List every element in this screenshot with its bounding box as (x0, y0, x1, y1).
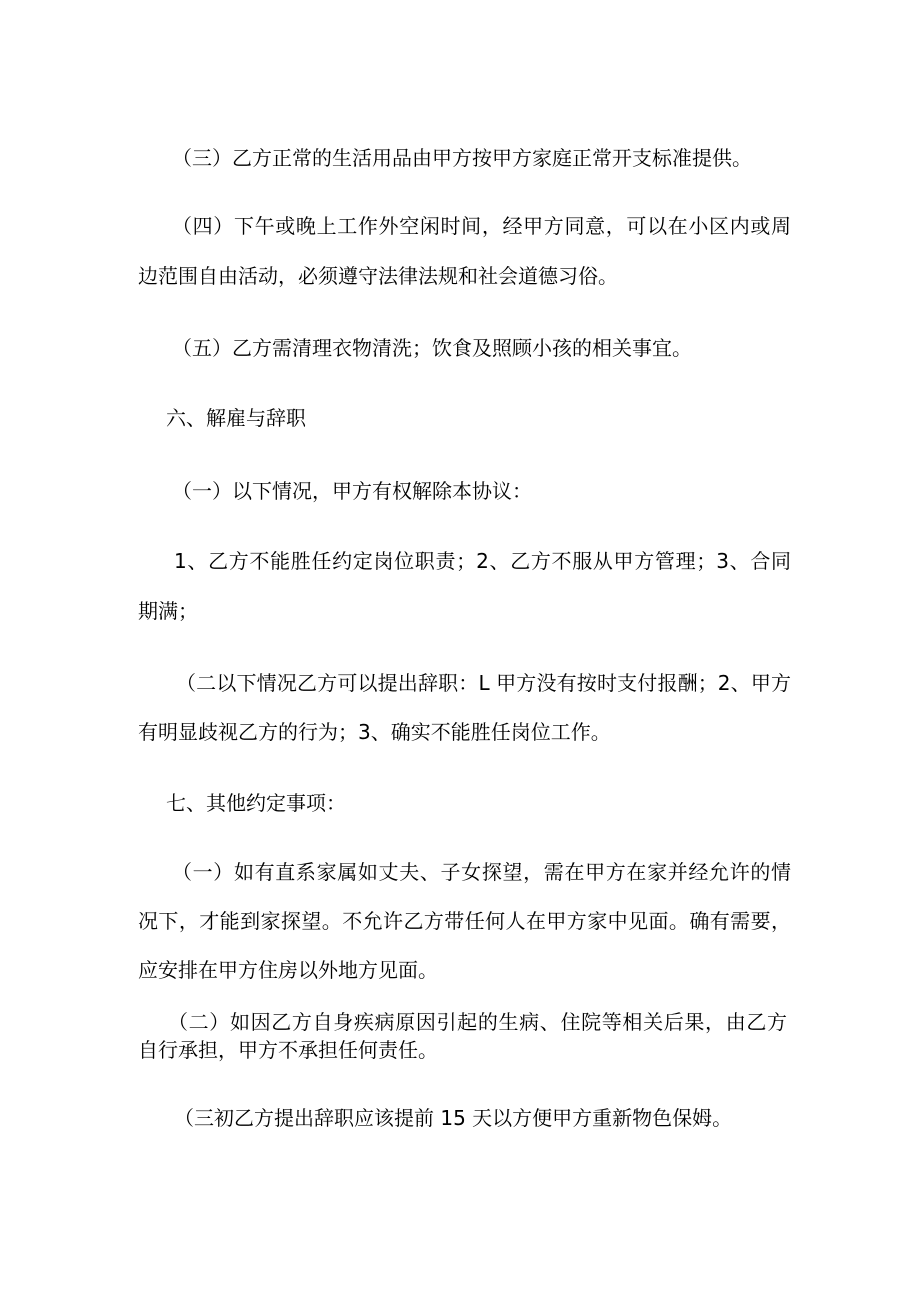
clause-6-1-line-1: （一）以下情况，甲方有权解除本协议： (172, 479, 532, 503)
section-6-heading: 六、解雇与辞职 (166, 406, 306, 430)
clause-5-5-line-1: （五）乙方需清理衣物清洗；饮食及照顾小孩的相关事宜。 (172, 336, 692, 360)
clause-6-1-items-line-2: 期满； (138, 599, 198, 623)
clause-7-2-line-1: （二）如因乙方自身疾病原因引起的生病、住院等相关后果，由乙方 (168, 1010, 787, 1034)
section-7-heading: 七、其他约定事项： (166, 791, 346, 815)
clause-6-2-line-2: 有明显歧视乙方的行为；3、确实不能胜任岗位工作。 (138, 720, 611, 744)
clause-5-4-line-2: 边范围自由活动，必须遵守法律法规和社会道德习俗。 (138, 264, 618, 288)
clause-7-1-line-2: 况下，才能到家探望。不允许乙方带任何人在甲方家中见面。确有需要， (138, 909, 791, 933)
clause-7-1-line-1: （一）如有直系家属如丈夫、子女探望，需在甲方在家并经允许的情 (172, 860, 791, 884)
clause-5-4-line-1: （四）下午或晚上工作外空闲时间，经甲方同意，可以在小区内或周 (172, 214, 791, 238)
clause-6-2-line-1: （二以下情况乙方可以提出辞职：L 甲方没有按时支付报酬；2、甲方 (176, 671, 791, 695)
clause-5-3-line-1: （三）乙方正常的生活用品由甲方按甲方家庭正常开支标准提供。 (172, 146, 752, 170)
clause-7-1-line-3: 应安排在甲方住房以外地方见面。 (138, 958, 438, 982)
clause-7-3-line-1: （三初乙方提出辞职应该提前 15 天以方便甲方重新物色保姆。 (174, 1106, 733, 1130)
clause-7-2-line-2: 自行承担，甲方不承担任何责任。 (138, 1038, 438, 1062)
clause-6-1-items-line-1: 1、乙方不能胜任约定岗位职责；2、乙方不服从甲方管理；3、合同 (174, 549, 791, 573)
